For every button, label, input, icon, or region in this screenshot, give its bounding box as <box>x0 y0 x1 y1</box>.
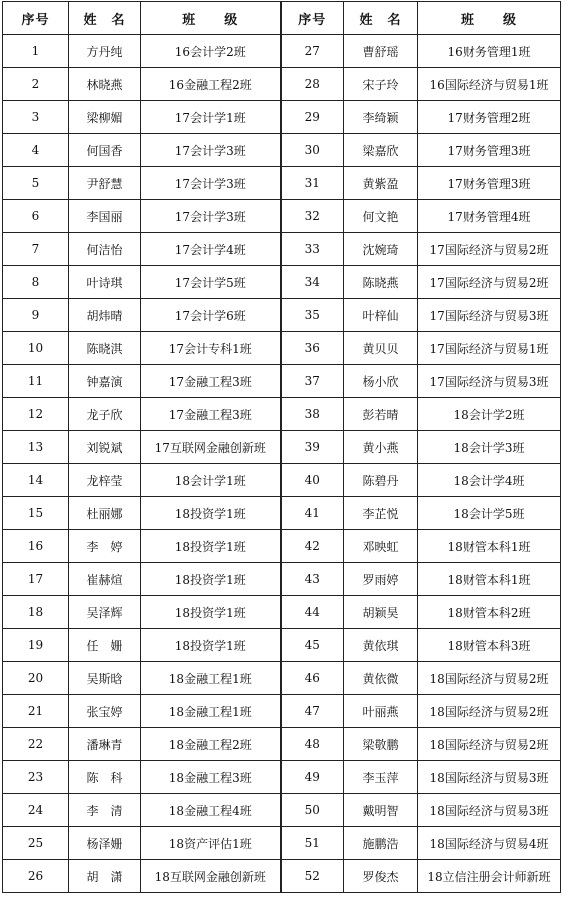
row-name-left: 潘琳青 <box>69 728 141 761</box>
row-name-left: 胡炜晴 <box>69 299 141 332</box>
row-no-left: 4 <box>3 134 69 167</box>
row-no-left: 5 <box>3 167 69 200</box>
row-no-right: 44 <box>281 596 344 629</box>
row-no-right: 38 <box>281 398 344 431</box>
row-name-left: 崔赫煊 <box>69 563 141 596</box>
row-class-right: 16国际经济与贸易1班 <box>418 68 561 101</box>
table-row <box>3 431 561 464</box>
row-name-right: 胡颖昊 <box>344 596 418 629</box>
row-class-left: 17会计学5班 <box>141 266 281 299</box>
row-no-right: 47 <box>281 695 344 728</box>
row-no-right: 30 <box>281 134 344 167</box>
row-class-right: 18会计学5班 <box>418 497 561 530</box>
row-no-right: 28 <box>281 68 344 101</box>
row-class-right: 18立信注册会计师新班 <box>418 860 561 893</box>
table-row <box>3 860 561 893</box>
row-no-left: 6 <box>3 200 69 233</box>
row-no-left: 9 <box>3 299 69 332</box>
table-row <box>3 761 561 794</box>
row-no-left: 2 <box>3 68 69 101</box>
row-name-left: 陈晓淇 <box>69 332 141 365</box>
table-row <box>3 101 561 134</box>
row-no-right: 29 <box>281 101 344 134</box>
row-name-left: 张宝婷 <box>69 695 141 728</box>
row-no-right: 33 <box>281 233 344 266</box>
row-class-left: 18投资学1班 <box>141 497 281 530</box>
table-row <box>3 200 561 233</box>
row-name-left: 刘锐斌 <box>69 431 141 464</box>
row-class-right: 17财务管理2班 <box>418 101 561 134</box>
table-row <box>3 827 561 860</box>
row-no-left: 1 <box>3 35 69 68</box>
row-class-left: 17会计学3班 <box>141 134 281 167</box>
row-class-left: 18金融工程3班 <box>141 761 281 794</box>
row-no-right: 50 <box>281 794 344 827</box>
row-name-left: 吴泽辉 <box>69 596 141 629</box>
row-no-left: 20 <box>3 662 69 695</box>
row-no-right: 36 <box>281 332 344 365</box>
row-name-right: 叶丽燕 <box>344 695 418 728</box>
row-no-right: 49 <box>281 761 344 794</box>
row-name-left: 李 清 <box>69 794 141 827</box>
row-name-left: 叶诗琪 <box>69 266 141 299</box>
row-name-right: 曹舒瑶 <box>344 35 418 68</box>
table-row <box>3 662 561 695</box>
row-no-left: 3 <box>3 101 69 134</box>
row-class-left: 18金融工程4班 <box>141 794 281 827</box>
row-class-left: 17会计专科1班 <box>141 332 281 365</box>
row-no-right: 42 <box>281 530 344 563</box>
row-class-left: 18投资学1班 <box>141 530 281 563</box>
row-name-left: 钟嘉演 <box>69 365 141 398</box>
row-no-left: 13 <box>3 431 69 464</box>
row-class-left: 17金融工程3班 <box>141 365 281 398</box>
row-no-right: 31 <box>281 167 344 200</box>
row-name-left: 梁柳媚 <box>69 101 141 134</box>
header-name-right: 姓 名 <box>344 2 418 35</box>
row-name-right: 李绮颖 <box>344 101 418 134</box>
row-class-right: 17国际经济与贸易3班 <box>418 365 561 398</box>
row-class-right: 18会计学2班 <box>418 398 561 431</box>
row-name-right: 黄小燕 <box>344 431 418 464</box>
row-no-left: 11 <box>3 365 69 398</box>
row-class-left: 17会计学4班 <box>141 233 281 266</box>
row-name-right: 杨小欣 <box>344 365 418 398</box>
row-name-left: 龙子欣 <box>69 398 141 431</box>
row-class-left: 18会计学1班 <box>141 464 281 497</box>
row-name-left: 李国丽 <box>69 200 141 233</box>
row-no-right: 35 <box>281 299 344 332</box>
row-class-right: 18财管本科1班 <box>418 530 561 563</box>
row-class-left: 18资产评估1班 <box>141 827 281 860</box>
row-no-left: 7 <box>3 233 69 266</box>
row-no-right: 41 <box>281 497 344 530</box>
row-no-right: 27 <box>281 35 344 68</box>
table-row <box>3 398 561 431</box>
row-name-right: 罗雨婷 <box>344 563 418 596</box>
row-class-right: 18国际经济与贸易2班 <box>418 695 561 728</box>
row-class-left: 18投资学1班 <box>141 596 281 629</box>
row-class-left: 16金融工程2班 <box>141 68 281 101</box>
row-name-right: 梁敬鹏 <box>344 728 418 761</box>
row-no-left: 23 <box>3 761 69 794</box>
row-class-left: 16会计学2班 <box>141 35 281 68</box>
table-row <box>3 134 561 167</box>
row-class-right: 17国际经济与贸易1班 <box>418 332 561 365</box>
table-row <box>3 233 561 266</box>
row-name-right: 黄贝贝 <box>344 332 418 365</box>
row-class-right: 17国际经济与贸易2班 <box>418 266 561 299</box>
table-row <box>3 299 561 332</box>
header-class-left: 班 级 <box>141 2 281 35</box>
row-no-left: 19 <box>3 629 69 662</box>
row-name-left: 陈 科 <box>69 761 141 794</box>
row-class-right: 17国际经济与贸易3班 <box>418 299 561 332</box>
row-name-right: 邓映虹 <box>344 530 418 563</box>
row-no-left: 22 <box>3 728 69 761</box>
row-name-left: 吴斯晗 <box>69 662 141 695</box>
row-class-left: 18金融工程1班 <box>141 662 281 695</box>
row-name-right: 彭若晴 <box>344 398 418 431</box>
row-class-right: 18国际经济与贸易3班 <box>418 794 561 827</box>
row-class-right: 17国际经济与贸易2班 <box>418 233 561 266</box>
row-name-left: 胡 潇 <box>69 860 141 893</box>
row-name-right: 戴明智 <box>344 794 418 827</box>
row-name-left: 何洁怡 <box>69 233 141 266</box>
row-no-left: 16 <box>3 530 69 563</box>
header-no-right: 序号 <box>281 2 344 35</box>
row-no-right: 39 <box>281 431 344 464</box>
row-name-right: 何文艳 <box>344 200 418 233</box>
row-no-left: 21 <box>3 695 69 728</box>
row-no-left: 14 <box>3 464 69 497</box>
row-name-right: 施鹏浩 <box>344 827 418 860</box>
row-name-left: 李 婷 <box>69 530 141 563</box>
row-class-right: 17财务管理4班 <box>418 200 561 233</box>
row-name-right: 陈碧丹 <box>344 464 418 497</box>
row-no-left: 15 <box>3 497 69 530</box>
row-no-left: 17 <box>3 563 69 596</box>
row-class-right: 17财务管理3班 <box>418 167 561 200</box>
row-name-right: 黄依琪 <box>344 629 418 662</box>
row-name-right: 罗俊杰 <box>344 860 418 893</box>
row-no-left: 10 <box>3 332 69 365</box>
row-no-right: 37 <box>281 365 344 398</box>
row-class-right: 18会计学3班 <box>418 431 561 464</box>
row-class-right: 16财务管理1班 <box>418 35 561 68</box>
row-name-right: 李玉萍 <box>344 761 418 794</box>
table-row <box>3 794 561 827</box>
header-no-left: 序号 <box>3 2 69 35</box>
table-row <box>3 695 561 728</box>
row-class-left: 18金融工程1班 <box>141 695 281 728</box>
table-row <box>3 68 561 101</box>
row-class-right: 18会计学4班 <box>418 464 561 497</box>
table-row <box>3 530 561 563</box>
row-name-left: 何国香 <box>69 134 141 167</box>
header-row <box>3 2 561 35</box>
table-row <box>3 266 561 299</box>
row-name-left: 杨泽姗 <box>69 827 141 860</box>
row-no-left: 12 <box>3 398 69 431</box>
row-no-right: 45 <box>281 629 344 662</box>
table-row <box>3 629 561 662</box>
row-class-right: 18财管本科2班 <box>418 596 561 629</box>
row-class-left: 18投资学1班 <box>141 563 281 596</box>
row-name-right: 宋子玲 <box>344 68 418 101</box>
table-body <box>3 35 561 893</box>
row-no-right: 46 <box>281 662 344 695</box>
row-name-left: 任 姗 <box>69 629 141 662</box>
table-header <box>3 2 561 35</box>
row-name-right: 黄依微 <box>344 662 418 695</box>
row-no-right: 51 <box>281 827 344 860</box>
row-class-left: 17会计学3班 <box>141 167 281 200</box>
row-no-right: 43 <box>281 563 344 596</box>
row-class-left: 17会计学3班 <box>141 200 281 233</box>
table-row <box>3 728 561 761</box>
row-class-left: 17会计学6班 <box>141 299 281 332</box>
row-class-right: 18国际经济与贸易2班 <box>418 728 561 761</box>
row-no-right: 48 <box>281 728 344 761</box>
row-no-left: 25 <box>3 827 69 860</box>
row-name-right: 黄紫盈 <box>344 167 418 200</box>
row-class-left: 17金融工程3班 <box>141 398 281 431</box>
row-no-left: 18 <box>3 596 69 629</box>
row-no-left: 8 <box>3 266 69 299</box>
header-name-left: 姓 名 <box>69 2 141 35</box>
row-name-right: 陈晓燕 <box>344 266 418 299</box>
row-class-left: 17互联网金融创新班 <box>141 431 281 464</box>
row-no-left: 24 <box>3 794 69 827</box>
row-class-left: 18互联网金融创新班 <box>141 860 281 893</box>
row-no-right: 34 <box>281 266 344 299</box>
row-no-right: 52 <box>281 860 344 893</box>
row-name-left: 林晓燕 <box>69 68 141 101</box>
row-name-right: 梁嘉欣 <box>344 134 418 167</box>
row-class-right: 18财管本科1班 <box>418 563 561 596</box>
row-class-right: 18国际经济与贸易3班 <box>418 761 561 794</box>
row-no-right: 32 <box>281 200 344 233</box>
row-class-right: 18财管本科3班 <box>418 629 561 662</box>
roster-table <box>2 1 561 893</box>
row-no-left: 26 <box>3 860 69 893</box>
header-class-right: 班 级 <box>418 2 561 35</box>
row-class-right: 18国际经济与贸易2班 <box>418 662 561 695</box>
row-class-right: 18国际经济与贸易4班 <box>418 827 561 860</box>
row-class-left: 17会计学1班 <box>141 101 281 134</box>
row-class-left: 18金融工程2班 <box>141 728 281 761</box>
row-name-left: 尹舒慧 <box>69 167 141 200</box>
table-row <box>3 35 561 68</box>
table-row <box>3 167 561 200</box>
row-name-left: 龙梓莹 <box>69 464 141 497</box>
table-row <box>3 497 561 530</box>
table-row <box>3 332 561 365</box>
table-row <box>3 563 561 596</box>
table-row <box>3 596 561 629</box>
table-row <box>3 365 561 398</box>
row-class-left: 18投资学1班 <box>141 629 281 662</box>
row-no-right: 40 <box>281 464 344 497</box>
row-name-left: 方丹纯 <box>69 35 141 68</box>
row-class-right: 17财务管理3班 <box>418 134 561 167</box>
row-name-right: 沈婉琦 <box>344 233 418 266</box>
row-name-right: 叶梓仙 <box>344 299 418 332</box>
row-name-left: 杜丽娜 <box>69 497 141 530</box>
table-row <box>3 464 561 497</box>
row-name-right: 李芷悦 <box>344 497 418 530</box>
